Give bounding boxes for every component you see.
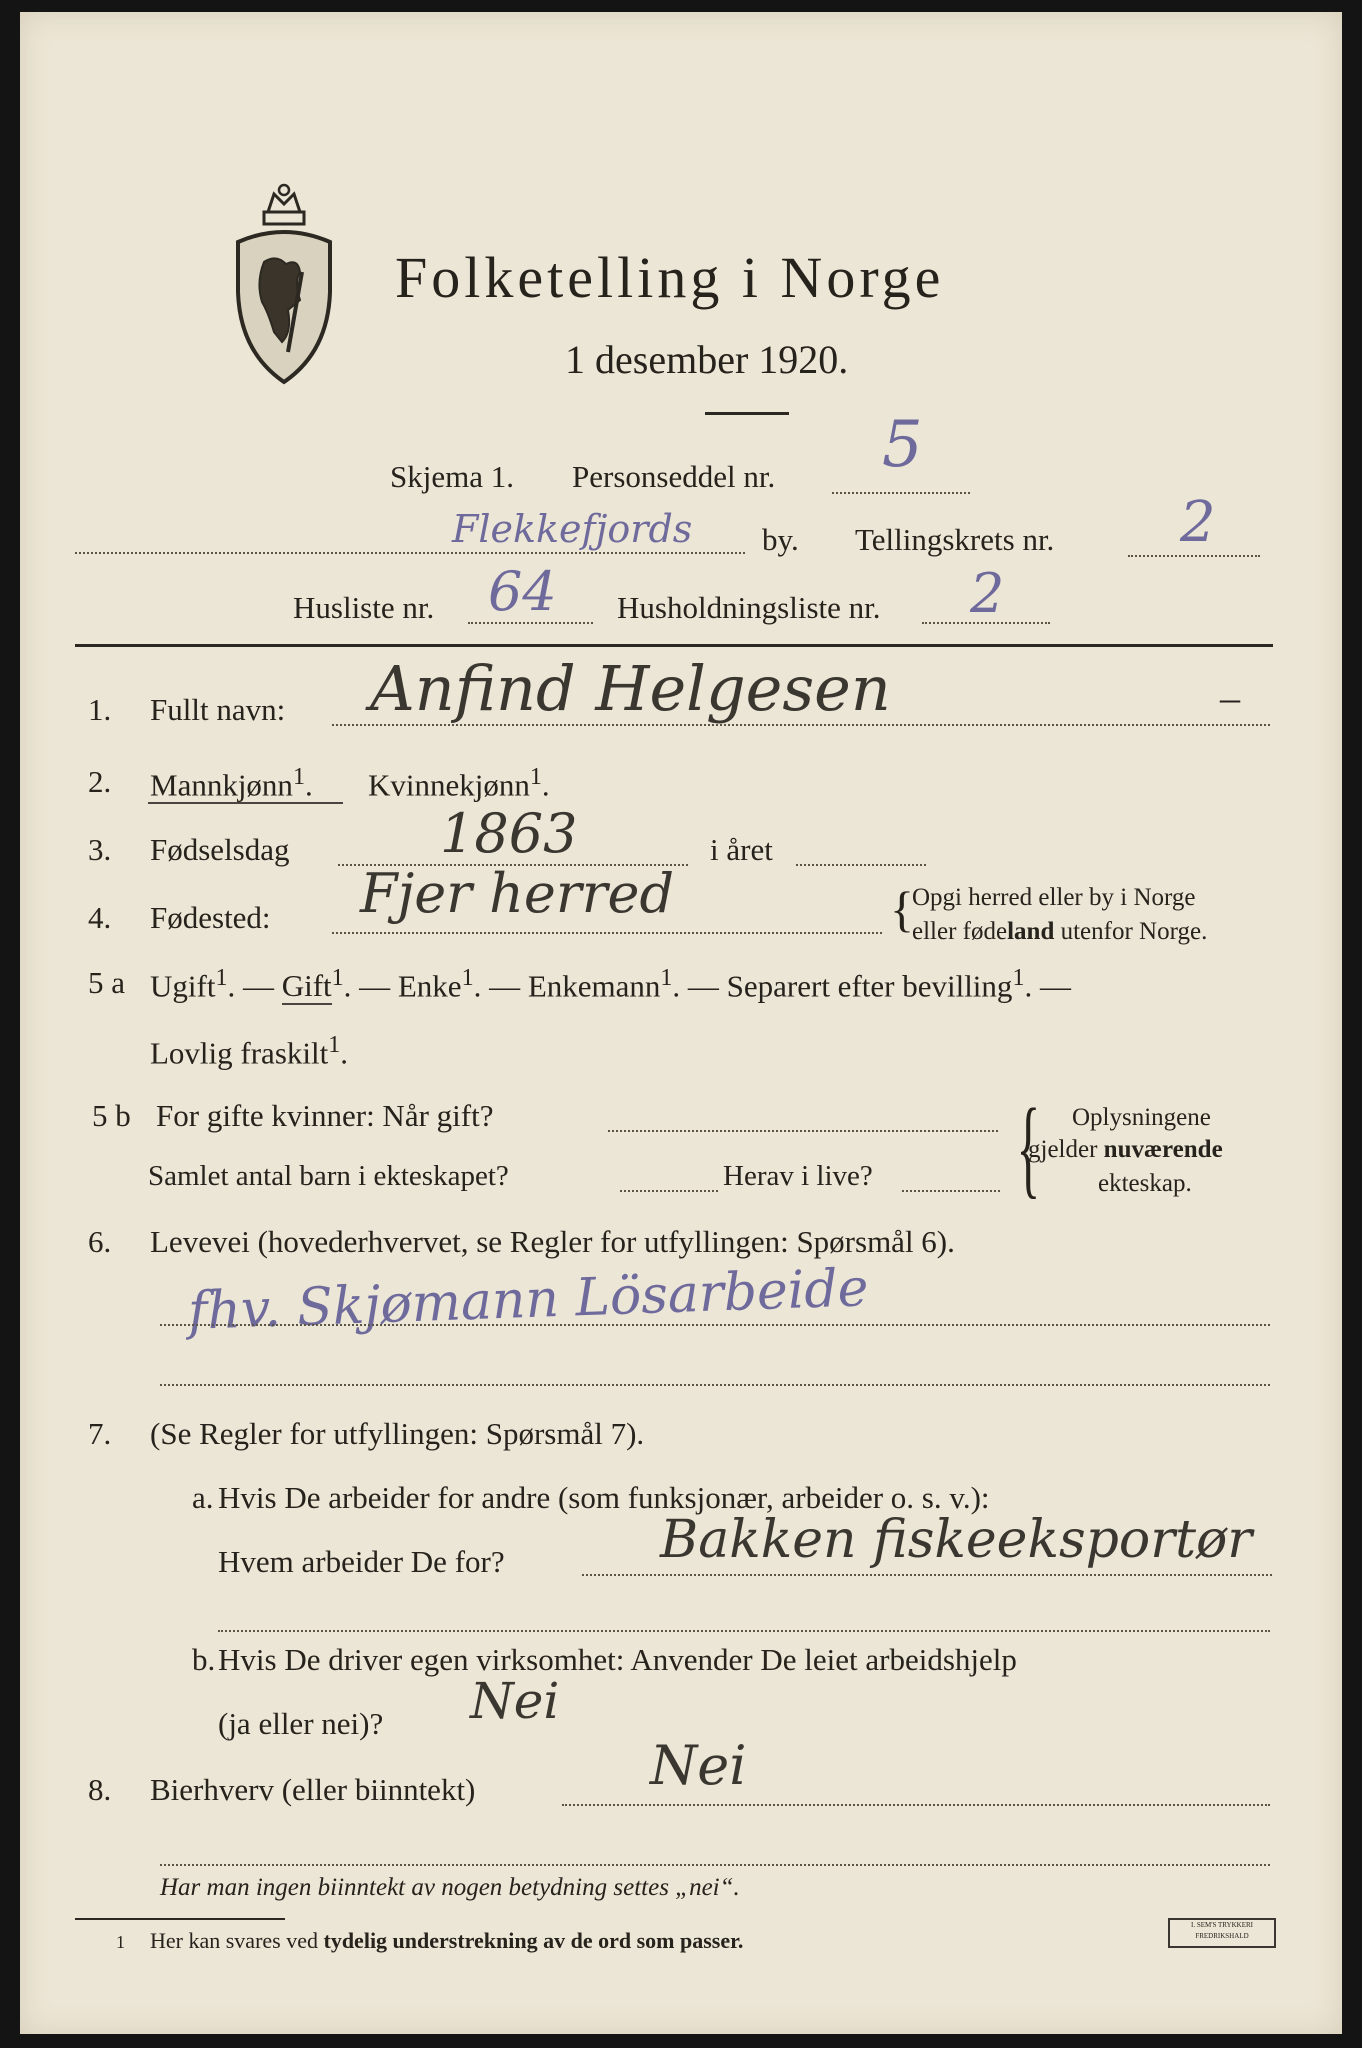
q5b-note-line1: Oplysningene	[1072, 1104, 1211, 1131]
coat-of-arms-icon	[228, 182, 340, 392]
header-rule	[75, 644, 1273, 647]
skjema-label: Skjema 1.	[390, 459, 514, 494]
q5b-note2b: nuværende	[1103, 1136, 1223, 1163]
q5a-options: Ugift$^1$. — Gift$^1$. — Enke$^1$. — Enkemann$^1$. — Separert efter bevilling$^1$. —	[150, 965, 1071, 1004]
printer-stamp	[1168, 1918, 1276, 1948]
q7a-letter: a.	[192, 1480, 214, 1515]
q4-label: Fødested:	[150, 900, 271, 935]
tellingskrets-value[interactable]: 2	[1180, 490, 1216, 555]
q5a-lovlig-option[interactable]: Lovlig fraskilt$^1$.	[150, 1032, 348, 1071]
q3-number: 3.	[88, 832, 112, 867]
q2-male-underline	[148, 802, 343, 804]
personseddel-line	[832, 492, 970, 494]
footer-note: Har man ingen biinntekt av nogen betydning settes „nei“.	[160, 1874, 740, 1901]
q2-male-option[interactable]: Mannkjønn$^1$.	[150, 764, 313, 803]
q5a-enkemann[interactable]: Enkemann	[527, 968, 661, 1004]
q7a-line-2	[218, 1630, 1270, 1632]
q1-dash: –	[1220, 675, 1240, 720]
q8-value[interactable]: Nei	[650, 1734, 747, 1797]
q5b-note-line2	[1028, 1136, 1223, 1164]
footnote-rule	[75, 1918, 285, 1920]
q7a-line-1	[582, 1574, 1272, 1576]
q7b-label-1: Hvis De driver egen virksomhet: Anvender De leiet arbeidshjelp	[218, 1642, 1017, 1677]
q5b-label-married: For gifte kvinner: Når gift?	[156, 1098, 494, 1133]
q7a-label-1: Hvis De arbeider for andre (som funksjonær, arbeider o. s. v.):	[218, 1480, 990, 1515]
q2-number: 2.	[88, 764, 112, 799]
q5b-children-line	[620, 1190, 718, 1192]
q5a-gift[interactable]: Gift	[281, 968, 332, 1004]
q6-number: 6.	[88, 1224, 112, 1259]
q3-label: Fødselsdag	[150, 832, 290, 867]
q3-suffix-line	[796, 864, 926, 866]
husholdning-label: Husholdningsliste nr.	[617, 590, 881, 625]
title-divider	[705, 412, 789, 415]
q8-line-1	[562, 1804, 1270, 1806]
q2-female-option[interactable]: Kvinnekjønn$^1$.	[368, 764, 550, 803]
q5b-label-alive: Herav i live?	[723, 1160, 873, 1192]
q5a-lovlig-text: Lovlig fraskilt	[150, 1035, 329, 1071]
footnote-text-a: Her kan svares ved	[150, 1928, 324, 1953]
q4-number: 4.	[88, 900, 112, 935]
footnote-text-b: tydelig understrekning av de ord som passer.	[323, 1928, 744, 1953]
q3-suffix: i året	[710, 832, 773, 867]
q7b-label-2: (ja eller nei)?	[218, 1706, 384, 1741]
by-value[interactable]: Flekkefjords	[452, 507, 693, 551]
husliste-value[interactable]: 64	[488, 560, 557, 623]
q7b-letter: b.	[192, 1642, 216, 1677]
q4-line	[332, 932, 882, 934]
q5b-brace: {	[1016, 1086, 1041, 1208]
q4-note-line1: Opgi herred eller by i Norge	[912, 884, 1196, 911]
q5b-alive-line	[902, 1190, 1000, 1192]
q8-label: Bierhverv (eller biinntekt)	[150, 1772, 476, 1807]
q5a-number: 5 a	[88, 965, 126, 1000]
q6-label: Levevei (hovederhvervet, se Regler for utfyllingen: Spørsmål 6).	[150, 1224, 955, 1259]
q5a-separert[interactable]: Separert efter bevilling	[726, 968, 1013, 1004]
husholdning-value[interactable]: 2	[970, 562, 1005, 625]
q2-female-text: Kvinnekjønn	[368, 767, 530, 803]
q7-number: 7.	[88, 1416, 112, 1451]
personseddel-label: Personseddel nr.	[572, 459, 776, 494]
printer-line-2: FREDRIKSHALD	[1195, 1932, 1249, 1940]
q4-note2a: eller føde	[912, 918, 1008, 945]
q1-value[interactable]: Anfind Helgesen	[370, 652, 891, 725]
q5b-note-line3: ekteskap.	[1098, 1170, 1192, 1197]
q4-brace: {	[890, 881, 914, 937]
by-line	[75, 552, 745, 554]
q5a-enke[interactable]: Enke	[397, 968, 462, 1004]
by-label: by.	[762, 522, 799, 557]
tellingskrets-line	[1128, 555, 1260, 557]
footnote-text	[150, 1928, 743, 1954]
q7a-label-2: Hvem arbeider De for?	[218, 1544, 505, 1579]
q1-number: 1.	[88, 692, 112, 727]
husliste-label: Husliste nr.	[293, 590, 435, 625]
q7-label: (Se Regler for utfyllingen: Spørsmål 7).	[150, 1416, 645, 1451]
printer-line-1: I. SEM'S TRYKKERI	[1190, 1921, 1253, 1929]
tellingskrets-label: Tellingskrets nr.	[855, 522, 1055, 557]
q4-value[interactable]: Fjer herred	[360, 862, 675, 925]
q4-note2c: utenfor Norge.	[1054, 918, 1208, 945]
q5b-married-line	[608, 1130, 998, 1132]
q2-male-text: Mannkjønn	[150, 767, 293, 803]
q5b-note2a: gjelder	[1028, 1136, 1104, 1163]
q6-value[interactable]: fhv. Skjømann Lösarbeide	[187, 1258, 870, 1342]
q8-line-2	[160, 1864, 1270, 1866]
q6-line-2	[160, 1384, 1270, 1386]
q4-note2b: land	[1007, 918, 1055, 945]
q5b-number: 5 b	[92, 1098, 131, 1133]
personseddel-value[interactable]: 5	[882, 408, 923, 482]
q5a-ugift[interactable]: Ugift	[150, 968, 216, 1004]
form-date: 1 desember 1920.	[565, 337, 849, 382]
q6-line-1	[160, 1324, 1270, 1326]
footnote-number: 1	[116, 1932, 125, 1952]
q5b-label-children: Samlet antal barn i ekteskapet?	[148, 1160, 509, 1192]
form-title: Folketelling i Norge	[395, 245, 945, 310]
q7b-value[interactable]: Nei	[470, 1672, 560, 1730]
q4-note-line2	[912, 918, 1207, 946]
q3-value[interactable]: 1863	[440, 802, 578, 865]
q8-number: 8.	[88, 1772, 112, 1807]
q7a-value[interactable]: Bakken fiskeeksportør	[660, 1510, 1253, 1570]
q1-label: Fullt navn:	[150, 692, 286, 727]
census-form	[20, 12, 1342, 2034]
